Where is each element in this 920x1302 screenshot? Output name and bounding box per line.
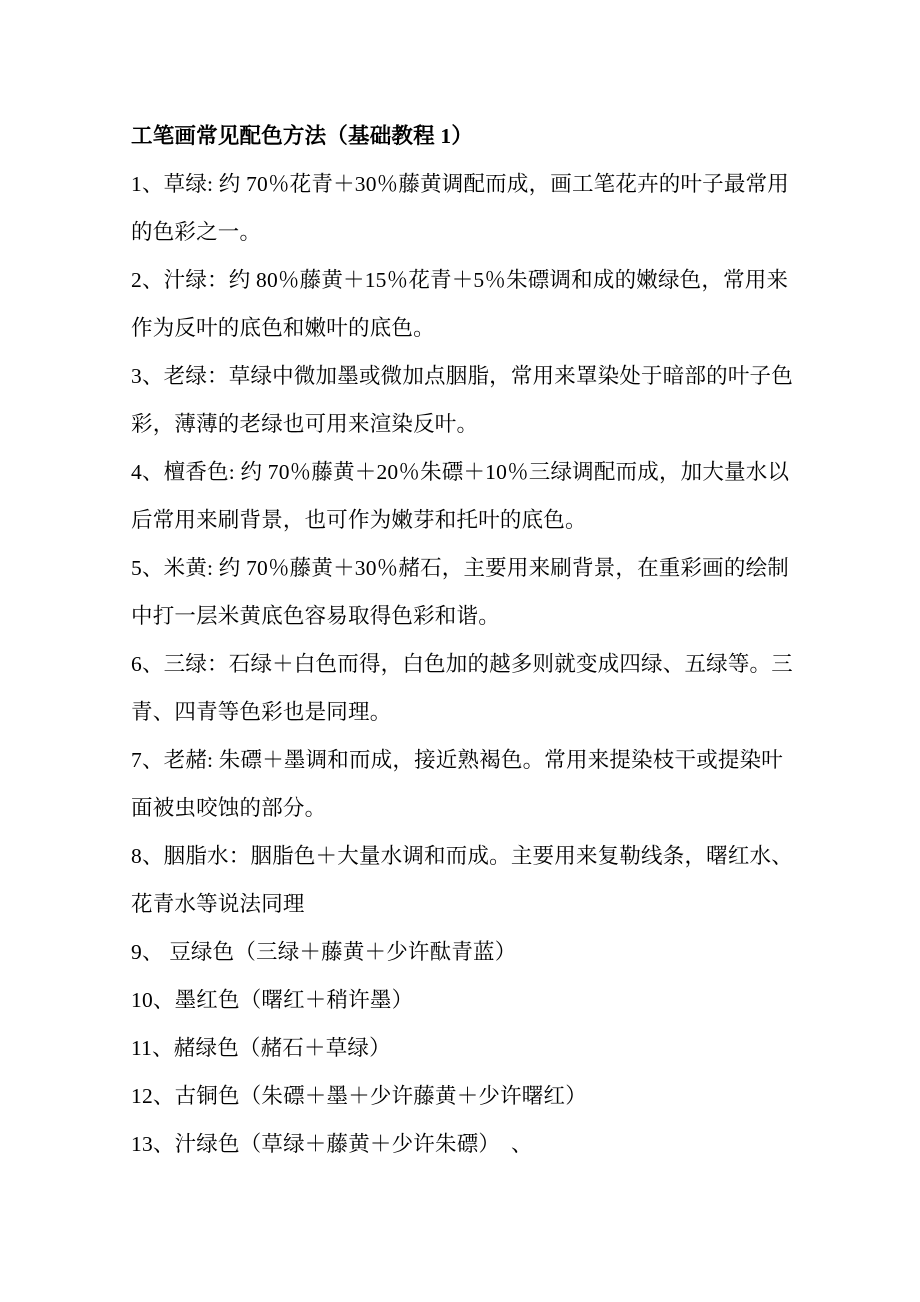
paragraph-1 bbox=[131, 166, 811, 262]
document-page bbox=[131, 118, 811, 1174]
text-line: 9、 豆绿色（三绿＋藤黄＋少许酞青蓝） bbox=[131, 940, 517, 964]
paragraph-3 bbox=[131, 358, 811, 454]
text-line: 后常用来刷背景，也可作为嫩芽和托叶的底色。 bbox=[131, 508, 587, 532]
text-line: 1、草绿: 约 70％花青＋30％藤黄调配而成，画工笔花卉的叶子最常用 bbox=[131, 172, 789, 196]
paragraph-7 bbox=[131, 742, 811, 838]
paragraph-4 bbox=[131, 454, 811, 550]
text-line: 面被虫咬蚀的部分。 bbox=[131, 796, 327, 820]
text-line: 作为反叶的底色和嫩叶的底色。 bbox=[131, 316, 435, 340]
text-line: 4、檀香色: 约 70％藤黄＋20％朱磦＋10％三绿调配而成，加大量水以 bbox=[131, 460, 790, 484]
paragraph-12 bbox=[131, 1078, 811, 1126]
paragraph-11 bbox=[131, 1030, 811, 1078]
paragraph-2 bbox=[131, 262, 811, 358]
text-line: 6、三绿：石绿＋白色而得，白色加的越多则就变成四绿、五绿等。三 bbox=[131, 652, 793, 676]
paragraph-5 bbox=[131, 550, 811, 646]
text-line: 中打一层米黄底色容易取得色彩和谐。 bbox=[131, 604, 500, 628]
text-line: 10、墨红色（曙红＋稍许墨） bbox=[131, 988, 414, 1012]
paragraph-13 bbox=[131, 1126, 811, 1174]
text-line: 彩，薄薄的老绿也可用来渲染反叶。 bbox=[131, 412, 479, 436]
paragraph-10 bbox=[131, 982, 811, 1030]
text-line: 8、胭脂水：胭脂色＋大量水调和而成。主要用来复勒线条，曙红水、 bbox=[131, 844, 793, 868]
text-line: 2、汁绿：约 80％藤黄＋15％花青＋5％朱磦调和成的嫩绿色，常用来 bbox=[131, 268, 789, 292]
text-line: 3、老绿：草绿中微加墨或微加点胭脂，常用来罩染处于暗部的叶子色 bbox=[131, 364, 793, 388]
text-line: 5、米黄: 约 70％藤黄＋30％赭石，主要用来刷背景，在重彩画的绘制 bbox=[131, 556, 789, 580]
text-line: 11、赭绿色（赭石＋草绿） bbox=[131, 1036, 391, 1060]
document-title: 工笔画常见配色方法（基础教程 1） bbox=[131, 124, 474, 148]
text-line: 青、四青等色彩也是同理。 bbox=[131, 700, 392, 724]
text-line: 的色彩之一。 bbox=[131, 220, 262, 244]
paragraph-6 bbox=[131, 646, 811, 742]
text-line: 7、老赭: 朱磦＋墨调和而成，接近熟褐色。常用来提染枝干或提染叶 bbox=[131, 748, 784, 772]
paragraph-9 bbox=[131, 934, 811, 982]
document-body bbox=[131, 166, 811, 1174]
paragraph-8 bbox=[131, 838, 811, 934]
text-line: 花青水等说法同理 bbox=[131, 892, 305, 916]
text-line: 13、汁绿色（草绿＋藤黄＋少许朱磦） 、 bbox=[131, 1132, 533, 1156]
text-line: 12、古铜色（朱磦＋墨＋少许藤黄＋少许曙红） bbox=[131, 1084, 587, 1108]
